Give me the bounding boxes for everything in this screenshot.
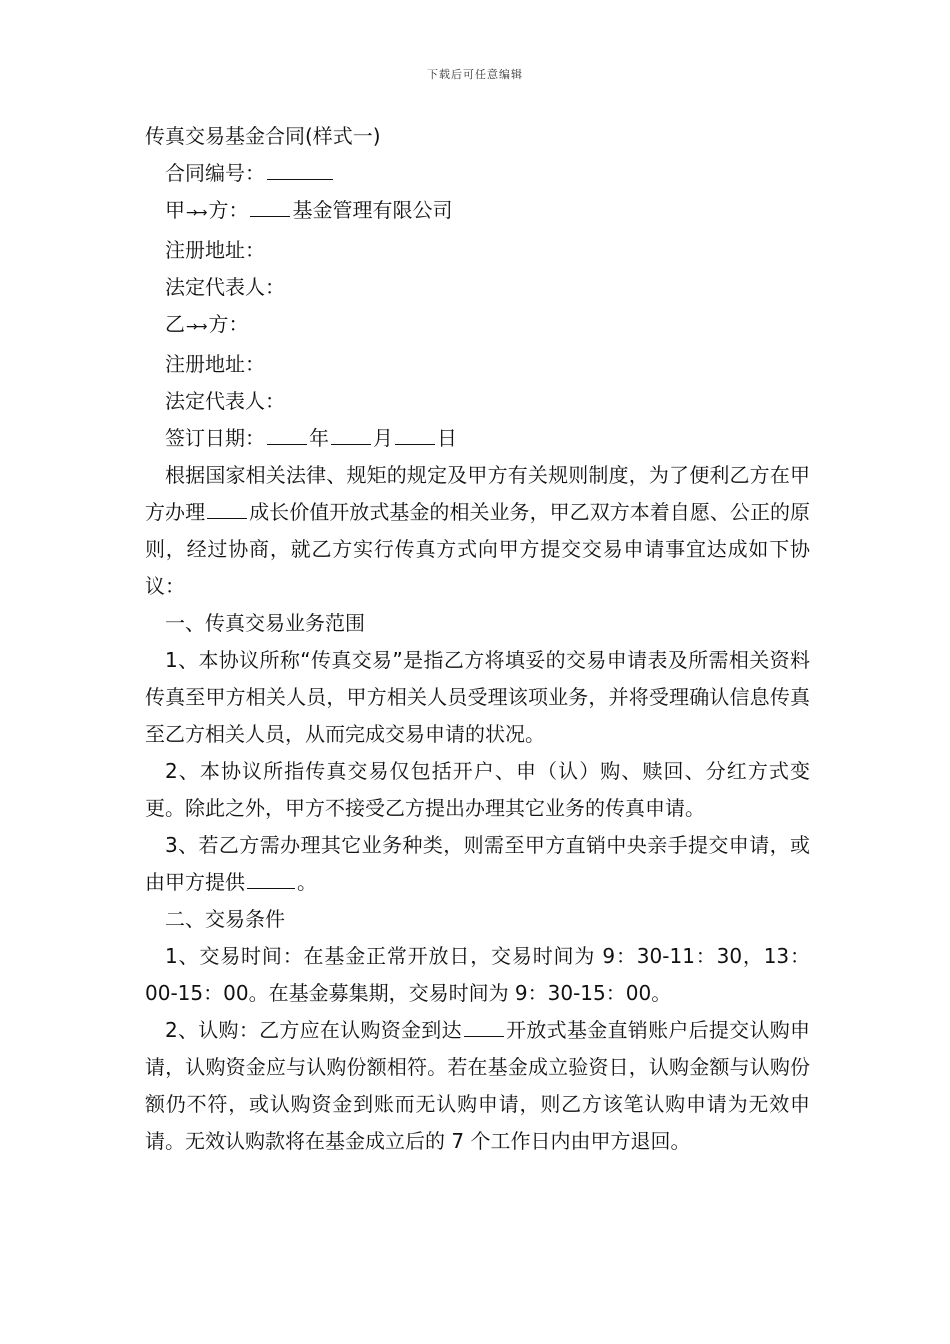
party-a-rep-line: 法定代表人： [165, 275, 285, 299]
contract-number-blank [267, 159, 333, 180]
month-label: 月 [373, 426, 393, 450]
clause-3-end: 。 [297, 870, 317, 894]
contract-number-label: 合同编号： [165, 161, 265, 185]
day-blank [395, 424, 435, 445]
clause-2-blank [464, 1016, 504, 1037]
party-b-line [145, 306, 810, 346]
section-2-clause-1: 1、交易时间：在基金正常开放日，交易时间为 9：30-11：30，13：00-15：00。在基金募集期，交易时间为 9：30-15：00。 [145, 944, 810, 1005]
fund-name-blank [207, 498, 247, 519]
party-b-rep-line: 法定代表人： [165, 389, 285, 413]
section-1-clause-3 [145, 827, 810, 901]
clause-2-text-a: 2、认购：乙方应在认购资金到达 [165, 1018, 462, 1042]
party-b-prefix: 乙 [165, 312, 185, 336]
party-b-suffix: 方： [208, 312, 249, 336]
section-1-heading: 一、传真交易业务范围 [165, 611, 365, 635]
sign-date-label: 签订日期： [165, 426, 265, 450]
month-blank [331, 424, 371, 445]
day-label: 日 [437, 426, 457, 450]
intro-part1: 根据国家相关法律、规矩的规定及甲方有关规则制度，为了便利乙方在甲方办理 [145, 463, 810, 524]
party-a-blank [250, 196, 290, 217]
arrow-icon: →→ [186, 205, 206, 221]
year-blank [267, 424, 307, 445]
year-label: 年 [309, 426, 329, 450]
clause-3-blank [247, 868, 295, 889]
document-title: 传真交易基金合同(样式一) [145, 124, 381, 148]
party-a-prefix: 甲 [165, 198, 185, 222]
section-2-clause-2 [145, 1012, 810, 1160]
sign-date-line [145, 420, 810, 457]
clause-3-text: 3、若乙方需办理其它业务种类，则需至甲方直销中央亲手提交申请，或由甲方提供 [145, 833, 810, 894]
party-a-suffix: 方： [208, 198, 249, 222]
intro-paragraph [145, 457, 810, 605]
document-body [145, 118, 810, 1160]
intro-part2: 成长价值开放式基金的相关业务，甲乙双方本着自愿、公正的原则，经过协商，就乙方实行传真方式向甲方提交交易申请事宜达成如下协议： [145, 500, 811, 598]
header-note: 下载后可任意编辑 [427, 68, 523, 81]
clause-2-text-b: 开放式基金直销账户后提交认购申请，认购资金应与认购份额相符。若在基金成立验资日，认购金额与认购份额仍不符，或认购资金到账而无认购申请，则乙方该笔认购申请为无效申请。无效认购款将在基金成立后的 7 个工作日内由甲方退回。 [145, 1018, 810, 1153]
party-a-line [145, 192, 810, 232]
contract-number-line [145, 155, 810, 192]
party-a-value: 基金管理有限公司 [292, 198, 453, 222]
party-b-address-line: 注册地址： [165, 352, 265, 376]
section-1-clause-1: 1、本协议所称“传真交易”是指乙方将填妥的交易申请表及所需相关资料传真至甲方相关人员，甲方相关人员受理该项业务，并将受理确认信息传真至乙方相关人员，从而完成交易申请的状况。 [145, 648, 810, 746]
party-a-address-line: 注册地址： [165, 238, 265, 262]
arrow-icon: →→ [186, 319, 206, 335]
section-1-clause-2: 2、本协议所指传真交易仅包括开户、申（认）购、赎回、分红方式变更。除此之外，甲方不接受乙方提出办理其它业务的传真申请。 [145, 759, 810, 820]
section-2-heading: 二、交易条件 [165, 907, 285, 931]
